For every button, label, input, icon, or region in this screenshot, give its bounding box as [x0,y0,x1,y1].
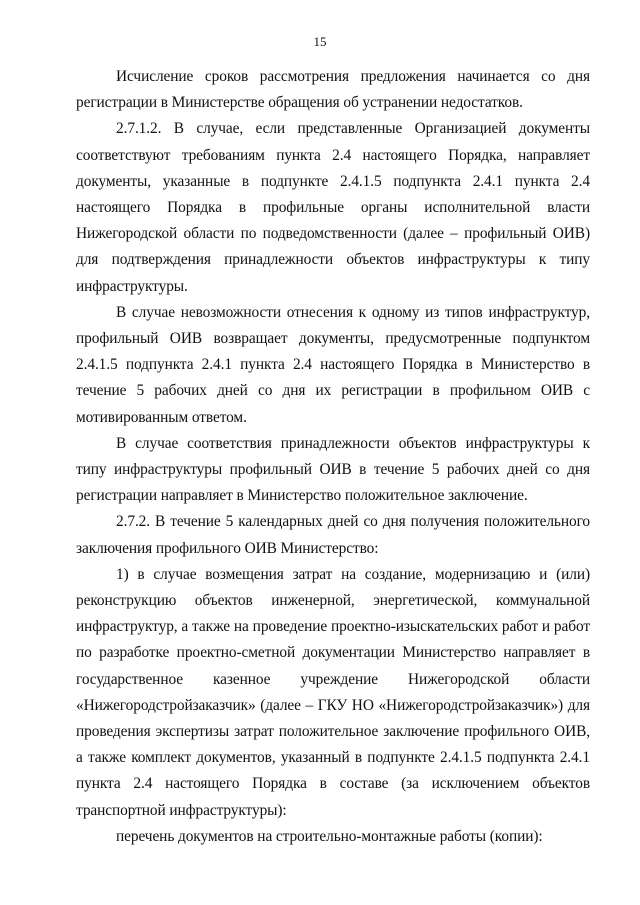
paragraph-2-7-2: 2.7.2. В течение 5 календарных дней со дня получения положительного заключения профильного ОИВ Министерство: [76,513,590,557]
page-number: 15 [313,34,327,49]
paragraph-deadline-start: Исчисление сроков рассмотрения предложения начинается со дня регистрации в Министерстве обращения об устранении недостатков. [76,68,590,112]
document-body [76,64,590,850]
paragraph-2-7-1-2: 2.7.1.2. В случае, если представленные Организацией документы соответствуют требованиям пункта 2.4 настоящего Порядка, направляет документы, указанные в подпункте 2.4.1.5 подпункта 2.4.1 пункта 2.4 настоящего Порядка в профильные органы исполнительной власти Нижегородской области по подведомственности (далее – профильный ОИВ) для подтверждения принадлежности объектов инфраструктуры к типу инфраструктуры. [76,120,590,295]
paragraph-document-list: перечень документов на строительно-монтажные работы (копии): [116,827,543,845]
paragraph-positive-conclusion: В случае соответствия принадлежности объектов инфраструктуры к типу инфраструктуры профильный ОИВ в течение 5 рабочих дней со дня регистрации направляет в Министерство положительное заключение. [76,434,590,505]
paragraph-item-1: 1) в случае возмещения затрат на создание, модернизацию и (или) реконструкцию объектов инженерной, энергетической, коммунальной инфраструктур, а также на проведение проектно-изыскательских работ и работ по разработке проектно-сметной документации Министерство направляет в государственное казенное учреждение Нижегородской области «Нижегородстройзаказчик» (далее – ГКУ НО «Нижегородстройзаказчик») для проведения экспертизы затрат положительное заключение профильного ОИВ, а также комплект документов, указанный в подпункте 2.4.1.5 подпункта 2.4.1 пункта 2.4 настоящего Порядка в составе (за исключением объектов транспортной инфраструктуры): [76,565,590,819]
paragraph-return-documents: В случае невозможности отнесения к одному из типов инфраструктур, профильный ОИВ возвращает документы, предусмотренные подпунктом 2.4.1.5 подпункта 2.4.1 пункта 2.4 настоящего Порядка в Министерство в течение 5 рабочих дней со дня их регистрации в профильном ОИВ с мотивированным ответом. [76,303,590,426]
